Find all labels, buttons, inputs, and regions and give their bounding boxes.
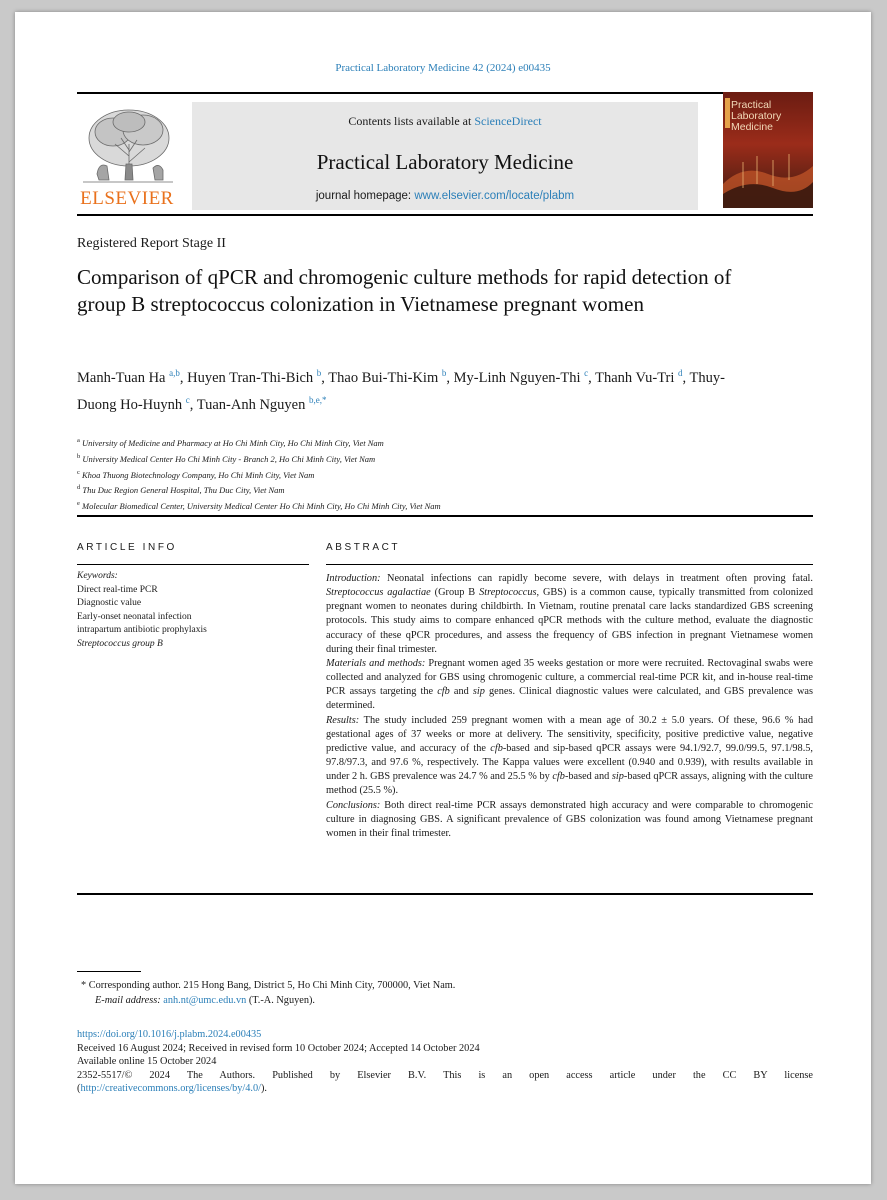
- author-affiliation-marker[interactable]: b,e,*: [309, 394, 327, 405]
- journal-title: Practical Laboratory Medicine: [316, 150, 574, 174]
- author: [328, 370, 453, 386]
- affiliation-letter: e: [77, 500, 80, 508]
- corresponding-author-footnote: [81, 978, 781, 1008]
- author-name[interactable]: Thao Bui-Thi-Kim: [328, 369, 439, 386]
- author-separator: ,: [682, 369, 690, 386]
- author: [187, 370, 328, 386]
- author-affiliation-marker[interactable]: d: [678, 368, 683, 378]
- abstract-text: -based and: [564, 771, 612, 783]
- author-name[interactable]: Tuan-Anh Nguyen: [196, 396, 306, 413]
- license-url-open: (: [77, 1083, 81, 1094]
- article-page: [15, 12, 871, 1184]
- corresponding-author-text: Corresponding author. 215 Hong Bang, District 5, Ho Chi Minh City, 700000, Viet Nam.: [86, 980, 456, 991]
- journal-homepage-link[interactable]: www.elsevier.com/locate/plabm: [414, 190, 575, 202]
- doi-link[interactable]: https://doi.org/10.1016/j.plabm.2024.e00435: [77, 1029, 262, 1040]
- affiliation-letter: c: [77, 468, 80, 476]
- footnote-marker: *: [81, 980, 87, 991]
- author-separator: ,: [588, 369, 596, 386]
- keyword-item: Direct real-time PCR: [77, 584, 158, 595]
- cover-title-line: Practical: [731, 99, 772, 111]
- article-metadata: [77, 1028, 813, 1096]
- abstract-text: (Group B: [430, 587, 480, 599]
- elsevier-wordmark: ELSEVIER: [80, 188, 174, 209]
- author-separator: ,: [179, 369, 188, 386]
- cover-title: [731, 100, 811, 133]
- email-line: [81, 993, 781, 1008]
- article-info-rule: [77, 564, 309, 565]
- cover-title-line: Laboratory: [731, 110, 782, 122]
- abstract-text: Streptococcus: [479, 587, 537, 599]
- affiliation-text: Molecular Biomedical Center, University Medical Center Ho Chi Minh City, Ho Chi Minh City, Viet Nam: [82, 501, 441, 512]
- journal-header: [77, 92, 813, 210]
- author-name[interactable]: Thanh Vu-Tri: [595, 369, 675, 386]
- journal-banner: [192, 102, 698, 210]
- author: [77, 370, 187, 386]
- affiliation-letter: a: [77, 437, 80, 444]
- journal-cover-thumbnail[interactable]: [723, 92, 813, 208]
- author: [454, 370, 595, 386]
- keyword-item: intrapartum antibiotic prophylaxis: [77, 625, 207, 635]
- abstract-text: cfb: [552, 771, 565, 783]
- keyword-item: Early-onset neonatal infection: [77, 611, 192, 622]
- affiliation-item: [77, 450, 777, 466]
- author-name[interactable]: Huyen Tran-Thi-Bich: [187, 369, 314, 386]
- keyword-item: Diagnostic value: [77, 598, 142, 608]
- abstract-rule: [326, 564, 813, 565]
- article-title: Comparison of qPCR and chromogenic culture methods for rapid detection of group B streptococcus colonization in Vietnamese pregnant women: [77, 265, 732, 316]
- affiliation-item: [77, 497, 777, 513]
- affiliation-item: [77, 466, 777, 482]
- introduction-label: Introduction:: [326, 573, 381, 584]
- abstract-text: cfb: [437, 686, 450, 698]
- email-link[interactable]: anh.nt@umc.edu.vn: [163, 995, 247, 1006]
- abstract-bottom-rule: [77, 893, 813, 895]
- author-name[interactable]: Manh-Tuan Ha: [77, 369, 166, 386]
- affiliation-item: [77, 434, 777, 450]
- author-affiliation-marker[interactable]: a,b: [169, 368, 180, 378]
- affiliation-item: [77, 481, 777, 497]
- keywords-label: Keywords:: [77, 571, 118, 581]
- abstract-text: -based qPCR assays, aligning with the culture method (25.5 %).: [326, 771, 813, 797]
- contents-prefix: Contents lists available at: [348, 114, 475, 128]
- abstract-text: The study included 259 pregnant women with a mean age of 30.2 ± 5.0 years. Of these, 96.6 % had gestational ages of 37 weeks or more at delivery. The sensitivity, specificity, positive predictive value, negative predictive value, and accuracy of the: [326, 714, 813, 754]
- license-url-close: ).: [260, 1083, 267, 1094]
- available-online-date: Available online 15 October 2024: [77, 1056, 217, 1067]
- sciencedirect-link[interactable]: ScienceDirect: [474, 114, 542, 128]
- affiliation-letter: b: [77, 452, 81, 460]
- abstract-text: Streptococcus agalactiae: [326, 587, 431, 599]
- affiliation-list: [77, 434, 777, 513]
- abstract-text: , GBS) is a common cause, typically transmitted from colonized pregnant women to neonates during childbirth. In Vietnam, routine prenatal care lacks standardized GBS screening protocols. This study aims to compare enhanced qPCR methods with the culture method, evaluate the diagnostic accuracy of these qPCR procedures, and assess the frequency of GBS infection in pregnant Vietnamese women during their final trimester.: [326, 587, 813, 655]
- author-affiliation-marker[interactable]: c: [185, 394, 190, 405]
- email-label: E-mail address:: [95, 995, 161, 1006]
- keyword-item: Streptococcus group B: [77, 638, 163, 649]
- elsevier-tree-icon: [79, 104, 177, 186]
- author-separator: ,: [446, 369, 454, 386]
- article-type: Registered Report Stage II: [77, 236, 226, 251]
- elsevier-logo[interactable]: [77, 104, 187, 210]
- results-label: Results:: [326, 714, 360, 726]
- abstract-body: [326, 572, 813, 841]
- header-bottom-rule: [77, 214, 813, 216]
- author-affiliation-marker[interactable]: b: [441, 368, 447, 378]
- abstract-conclusions: [326, 799, 813, 841]
- affiliation-letter: d: [77, 484, 81, 492]
- abstract-methods: [326, 657, 813, 714]
- license-url-link[interactable]: http://creativecommons.org/licenses/by/4.0/: [80, 1083, 261, 1094]
- abstract-text: genes. Clinical diagnostic values were calculated, and GBS prevalence was determined.: [326, 686, 813, 712]
- author-separator: ,: [321, 369, 329, 386]
- homepage-line: [192, 190, 698, 202]
- email-suffix: (T.-A. Nguyen).: [246, 995, 315, 1006]
- affiliation-text: Khoa Thuong Biotechnology Company, Ho Chi Minh City, Viet Nam: [82, 469, 315, 480]
- author: [595, 370, 689, 386]
- conclusions-label: Conclusions:: [326, 799, 381, 811]
- article-info-heading: ARTICLE INFO: [77, 542, 177, 553]
- affiliation-text: University Medical Center Ho Chi Minh City - Branch 2, Ho Chi Minh City, Viet Nam: [82, 453, 376, 464]
- abstract-text: sip: [472, 686, 485, 698]
- abstract-results: [326, 714, 813, 799]
- section-rule: [77, 515, 813, 517]
- abstract-introduction: [326, 572, 813, 657]
- author-name[interactable]: Thuy-Duong Ho-Huynh: [77, 369, 725, 413]
- homepage-prefix: journal homepage:: [315, 190, 415, 202]
- abstract-text: Both direct real-time PCR assays demonstrated high accuracy and were comparable to chromogenic culture in diagnosing GBS. A significant prevalence of GBS colonization was found among Vietnamese pregnant women in their final trimester.: [326, 799, 813, 839]
- author-affiliation-marker[interactable]: c: [584, 368, 589, 378]
- license-statement: 2352-5517/© 2024 The Authors. Published by Elsevier B.V. This is an open access article under the CC BY license: [77, 1069, 813, 1081]
- keywords-block: [77, 570, 309, 651]
- abstract-text: -based and sip-based qPCR assays were 94.1/92.7, 99.0/99.5, 97.1/98.5, 97.8/97.3, and 97.6 %, respectively. The Kappa values were excellent (0.940 and 0.939), with results available in under 2 h. GBS prevalence was 24.7 % and 25.5 % by: [326, 742, 813, 783]
- abstract-text: Neonatal infections can rapidly become severe, with delays in treatment often proving fatal.: [380, 573, 813, 584]
- footnote-rule: [77, 971, 141, 972]
- affiliation-text: University of Medicine and Pharmacy at Ho Chi Minh City, Ho Chi Minh City, Viet Nam: [82, 437, 384, 448]
- cover-title-line: Medicine: [731, 121, 774, 133]
- author-affiliation-marker[interactable]: b: [316, 368, 322, 378]
- journal-citation-link[interactable]: Practical Laboratory Medicine 42 (2024) e00435: [335, 62, 551, 74]
- cover-artwork: [723, 144, 813, 208]
- license-url-line: [77, 1082, 813, 1096]
- methods-label: Materials and methods:: [326, 657, 426, 669]
- abstract-heading: ABSTRACT: [326, 542, 401, 553]
- affiliation-text: Thu Duc Region General Hospital, Thu Duc City, Viet Nam: [82, 485, 285, 496]
- author-list: [77, 362, 737, 416]
- author: [196, 394, 327, 413]
- author-name[interactable]: My-Linh Nguyen-Thi: [453, 369, 581, 386]
- abstract-text: Pregnant women aged 35 weeks gestation or more were recruited. Rectovaginal swabs were collected and analyzed for GBS using chromogenic culture, a commercial real-time PCR kit, and in-house real-time PCR assays targeting the: [326, 657, 813, 698]
- abstract-text: cfb: [490, 742, 503, 754]
- contents-line: [192, 114, 698, 129]
- abstract-text: and: [449, 686, 473, 698]
- cover-accent: [725, 98, 730, 128]
- corresponding-author-line: [81, 978, 781, 993]
- author-separator: ,: [189, 396, 197, 413]
- abstract-text: sip: [611, 771, 624, 783]
- received-dates: Received 16 August 2024; Received in revised form 10 October 2024; Accepted 14 October 2024: [77, 1042, 480, 1054]
